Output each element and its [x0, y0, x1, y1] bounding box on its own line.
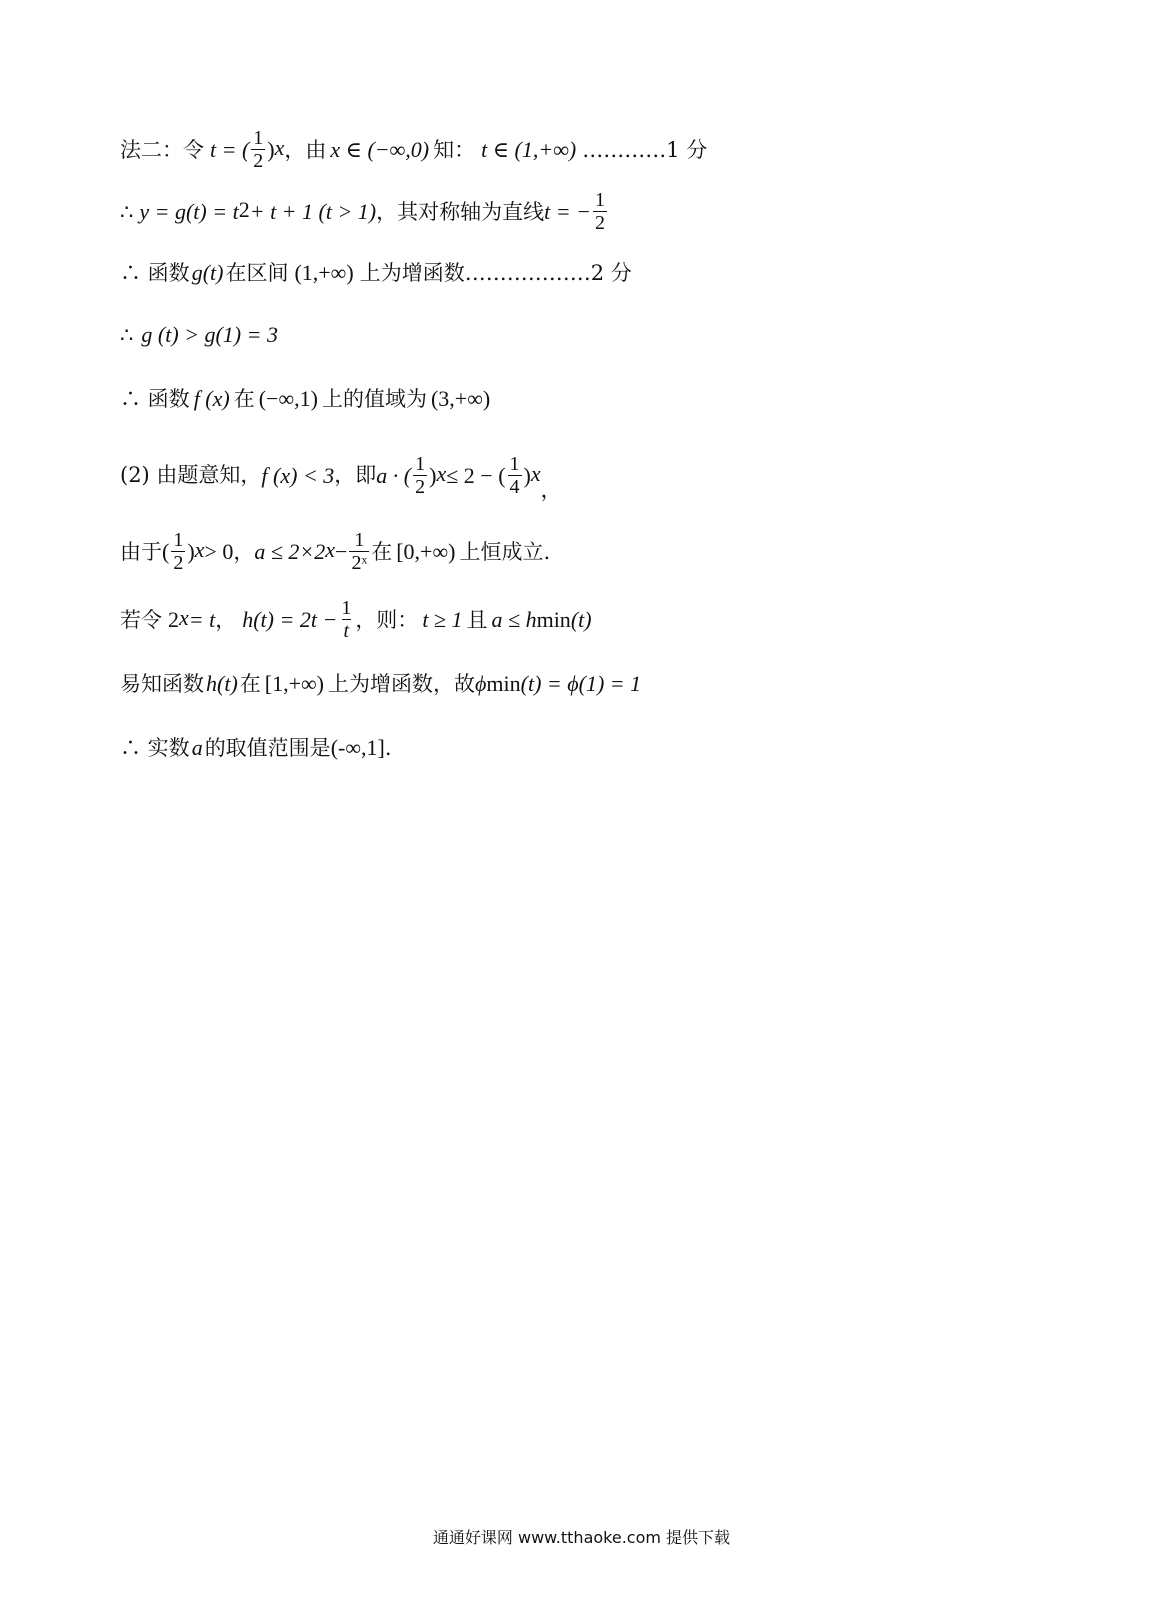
fraction	[508, 454, 522, 498]
math: a	[191, 735, 203, 760]
text: ∴ 函数	[120, 386, 190, 411]
page-footer: 通通好课网 www.tthaoke.com 提供下载	[432, 1528, 731, 1547]
solution-line-5	[120, 388, 490, 410]
solution-line-2	[120, 190, 609, 234]
math: g (t) > g(1) = 3	[141, 322, 278, 347]
solution-line-10	[120, 737, 392, 759]
math: + t + 1 (t > 1)	[249, 199, 377, 224]
text: 在	[371, 539, 393, 564]
math: 2	[168, 607, 179, 632]
math: h(t)	[206, 671, 238, 696]
numerator: 1	[509, 452, 520, 475]
numerator: 1	[354, 529, 365, 551]
math: (3,+∞)	[430, 386, 491, 411]
text: 上为增函数	[359, 260, 465, 285]
math: (	[162, 539, 170, 564]
denominator: 2ˣ	[351, 552, 368, 574]
text: ，则：	[355, 607, 419, 632]
math: f (x) < 3	[261, 462, 335, 488]
math: a ≤ h	[491, 607, 537, 632]
text: 若令	[120, 607, 162, 632]
text: (2) 由题意知，	[120, 463, 262, 487]
text: 上的值域为	[321, 386, 427, 411]
math: )	[267, 137, 275, 162]
text: 上为增函数，故	[328, 671, 476, 696]
exponent: x	[325, 537, 336, 562]
denominator: 2	[594, 212, 605, 234]
denominator: t	[343, 620, 350, 642]
math: a · (	[376, 462, 412, 488]
text: ，即	[334, 463, 377, 487]
text: ∴ 实数	[120, 735, 190, 760]
exponent: x	[436, 460, 447, 486]
fraction	[593, 190, 607, 234]
text: 在	[239, 671, 261, 696]
denominator: 4	[509, 475, 520, 498]
numerator: 1	[594, 189, 605, 211]
text: ∴	[120, 199, 134, 224]
exponent: 2	[238, 197, 250, 222]
text: 且	[466, 607, 488, 632]
text: 在区间	[225, 260, 289, 285]
math: ≤ 2 − (	[446, 462, 506, 488]
math: (t)	[570, 607, 592, 632]
solution-line-3	[120, 262, 632, 284]
fraction	[339, 598, 353, 642]
math: )	[187, 539, 195, 564]
text: .	[384, 735, 392, 760]
math: [0,+∞)	[396, 539, 456, 564]
text: 的取值范围是	[204, 735, 331, 760]
text: ，	[233, 539, 255, 564]
solution-line-1	[120, 128, 707, 172]
denominator: 2	[173, 552, 184, 574]
denominator: 2	[415, 475, 426, 498]
solution-line-7	[120, 530, 550, 574]
math: (-∞,1]	[330, 735, 385, 760]
math: t = (	[210, 137, 250, 162]
fraction	[413, 454, 427, 498]
math: a ≤ 2×2	[254, 539, 326, 564]
text: ∴ 函数	[120, 260, 190, 285]
math: x ∈ (−∞,0)	[330, 137, 430, 162]
fraction	[251, 128, 265, 172]
subscript: min	[486, 671, 521, 696]
math: f (x)	[193, 386, 230, 411]
math: t ∈ (1,+∞)	[481, 137, 577, 162]
text: ，	[215, 607, 237, 632]
text: ∴	[120, 322, 134, 347]
math: t = −	[544, 199, 591, 224]
numerator: 1	[173, 529, 184, 551]
score-marker: …………1 分	[582, 137, 708, 162]
solution-line-9	[120, 673, 641, 695]
text: ，其对称轴为直线	[376, 199, 545, 224]
math: −	[335, 539, 348, 564]
math: [1,+∞)	[264, 671, 325, 696]
math: > 0	[204, 539, 234, 564]
solution-line-8	[120, 598, 592, 642]
text: 在	[233, 386, 255, 411]
numerator: 1	[341, 597, 352, 619]
exponent: x	[194, 537, 205, 562]
math: g(t)	[191, 260, 224, 285]
text: ，由	[284, 137, 327, 162]
text: 知：	[433, 137, 476, 162]
math: h(t) = 2t −	[242, 607, 338, 632]
exponent: x	[274, 135, 285, 160]
text: 易知函数	[120, 671, 204, 696]
math: ϕ	[475, 671, 487, 696]
fraction	[349, 530, 369, 574]
text: 上恒成立.	[459, 539, 551, 564]
numerator: 1	[415, 452, 426, 475]
text: 法二：令	[120, 137, 204, 162]
text: 由于	[120, 539, 162, 564]
solution-line-6	[120, 450, 562, 501]
numerator: 1	[253, 127, 264, 149]
text: ，	[540, 478, 562, 502]
math: )	[429, 462, 437, 488]
fraction	[171, 530, 185, 574]
exponent: x	[530, 460, 541, 486]
exponent: x	[179, 605, 189, 630]
math: (−∞,1)	[258, 386, 318, 411]
solution-line-4	[120, 324, 278, 346]
math: y = g(t) = t	[139, 199, 239, 224]
score-marker: ………………2 分	[464, 260, 632, 285]
subscript: min	[536, 607, 571, 632]
math: t ≥ 1	[422, 607, 463, 632]
math: )	[523, 462, 531, 488]
math: (1,+∞)	[294, 260, 354, 285]
math: (t) = ϕ(1) = 1	[520, 671, 642, 696]
denominator: 2	[253, 150, 264, 172]
math: = t	[188, 607, 216, 632]
